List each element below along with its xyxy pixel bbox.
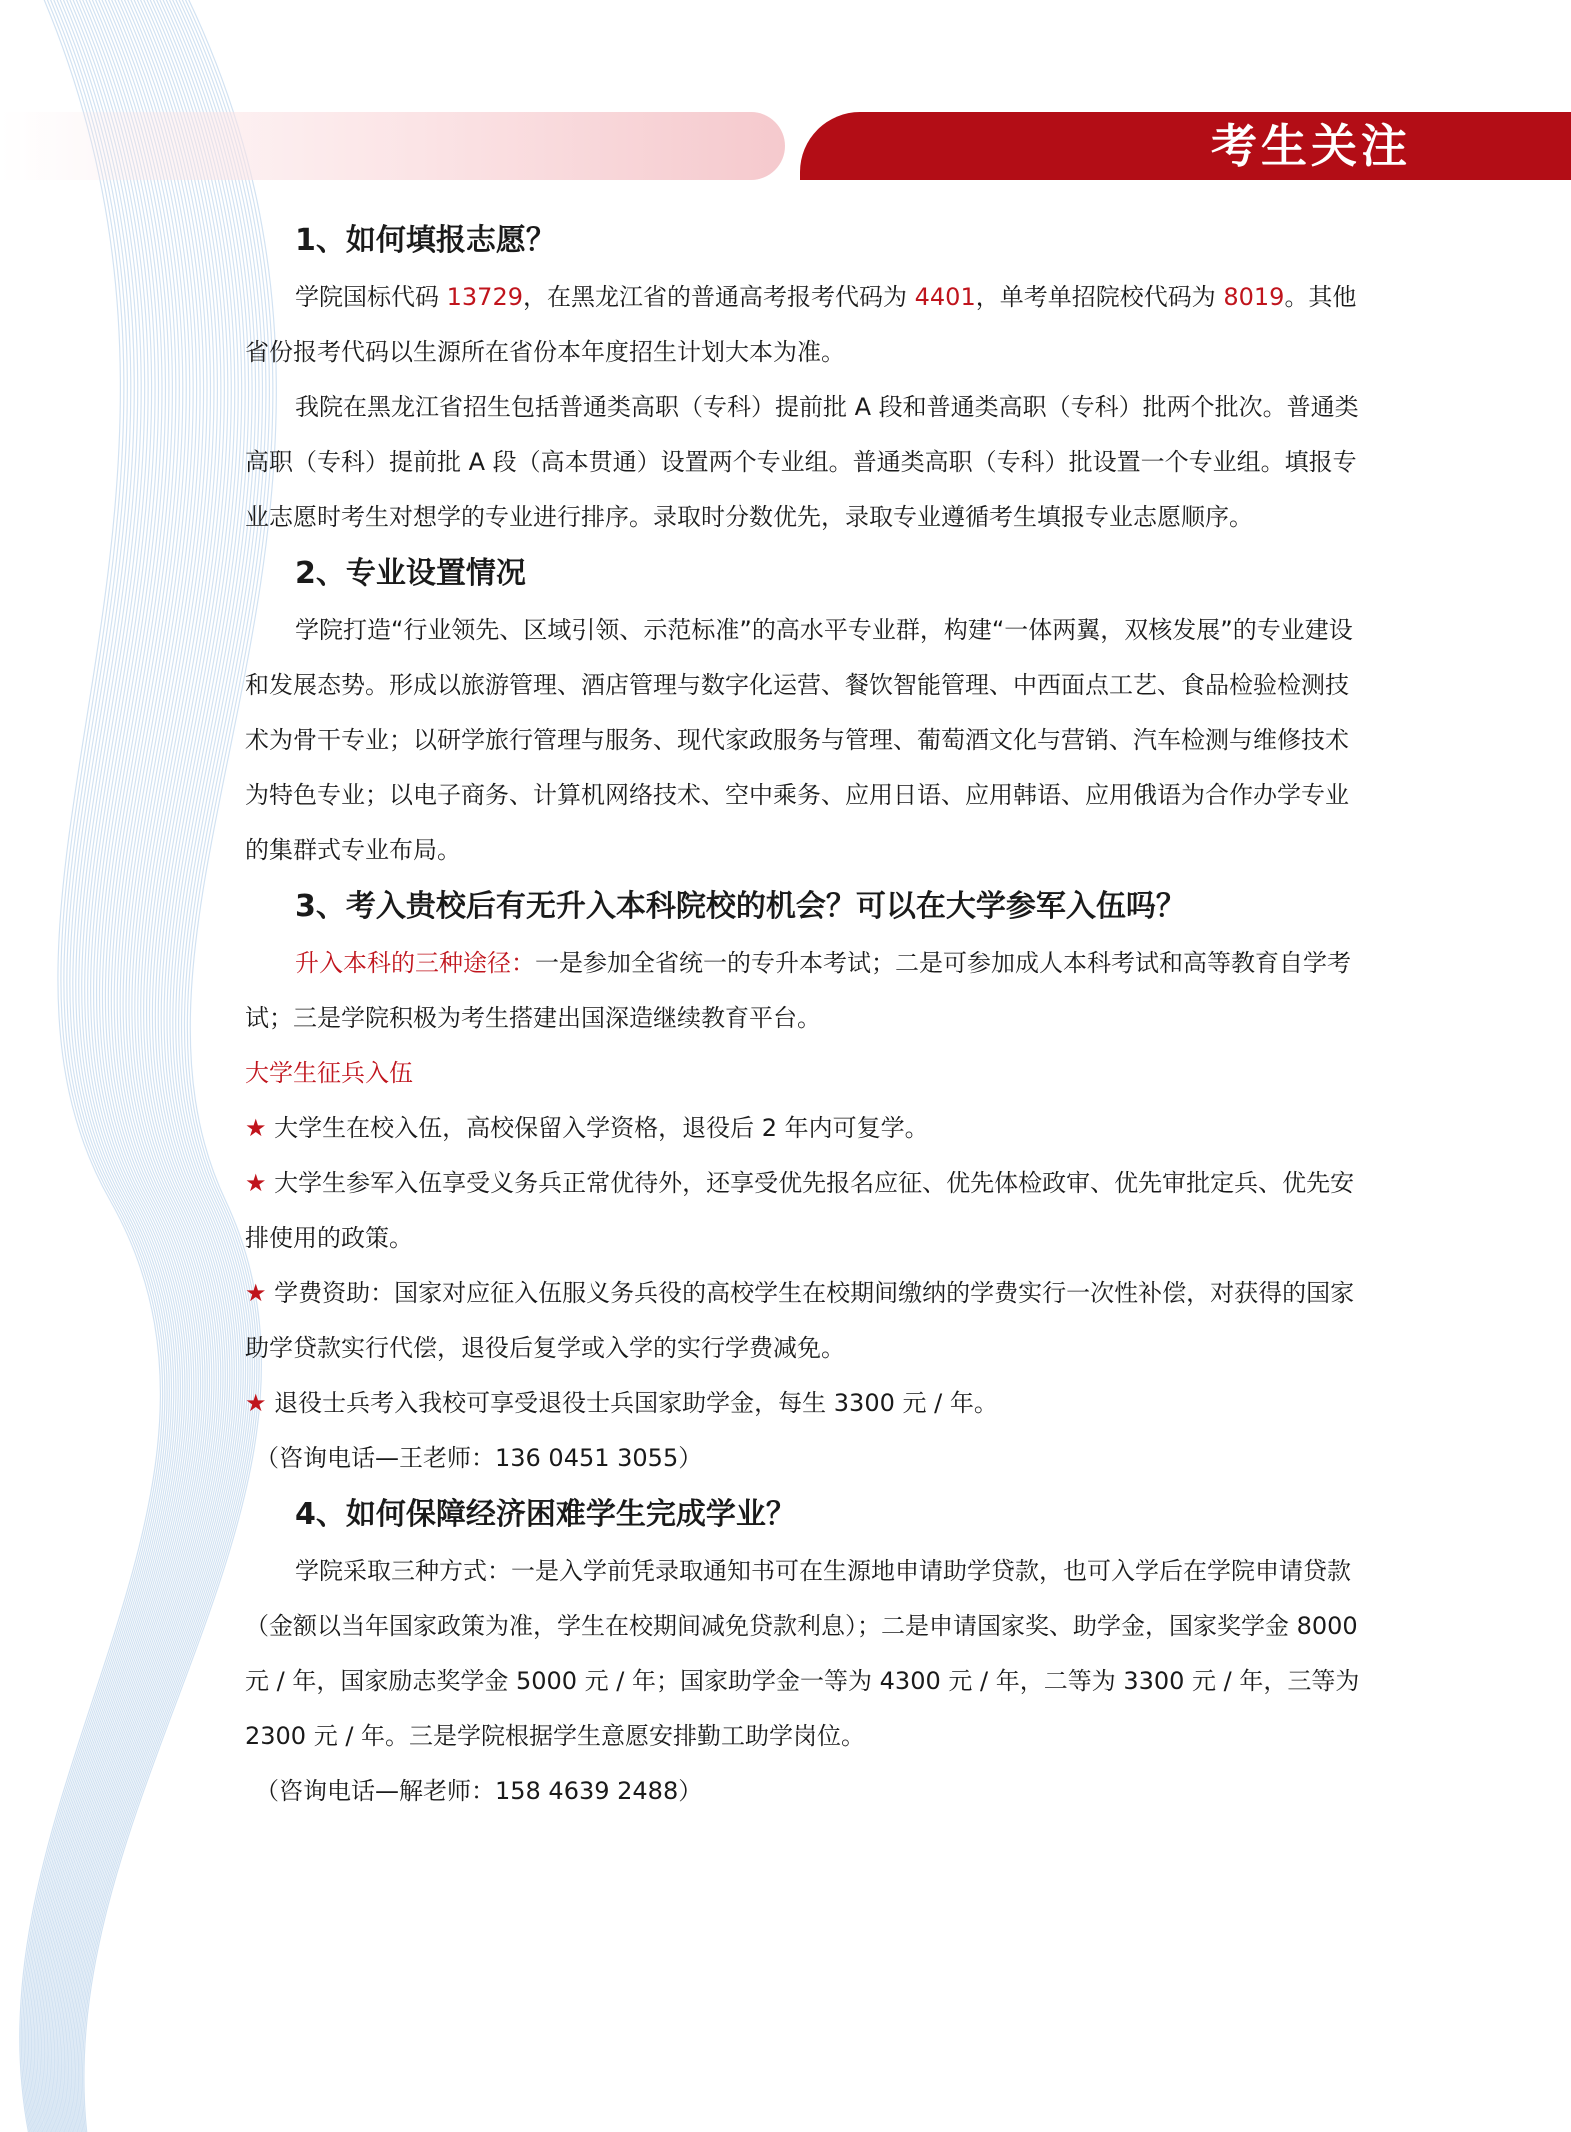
main-content: [245, 212, 1363, 1819]
section-1: [245, 212, 1363, 545]
section-2: [245, 545, 1363, 878]
text-run: 一是参加全省统一的专升本考试；二是可参加成人本科考试和高等教育自学考试；三是学院积极为考生搭建出国深造继续教育平台。: [245, 949, 1351, 1032]
section-1-paragraph-2: 我院在黑龙江省招生包括普通类高职（专科）提前批 A 段和普通类高职（专科）批两个批次。普通类高职（专科）提前批 A 段（高本贯通）设置两个专业组。普通类高职（专科）批设置一个专业组。填报专业志愿时考生对想学的专业进行排序。录取时分数优先，录取专业遵循考生填报专业志愿顺序。: [245, 393, 1359, 531]
star-icon: ★: [245, 1389, 267, 1417]
section-1-title: 1、如何填报志愿？: [295, 223, 556, 258]
section-2-title: 2、专业设置情况: [295, 556, 526, 591]
exam-code: 4401: [914, 283, 976, 311]
header-banner: [800, 112, 1571, 180]
text-run: ，单考单招院校代码为: [975, 283, 1224, 311]
bullet-item: [245, 1101, 1363, 1156]
bullet-item: [245, 1156, 1363, 1266]
section-3-title: 3、考入贵校后有无升入本科院校的机会？可以在大学参军入伍吗？: [295, 889, 1186, 924]
bullet-item: [245, 1376, 1363, 1431]
section-4-paragraph-1: 学院采取三种方式：一是入学前凭录取通知书可在生源地申请助学贷款，也可入学后在学院申请贷款（金额以当年国家政策为准，学生在校期间减免贷款利息）；二是申请国家奖、助学金，国家奖学金 8000 元 / 年，国家励志奖学金 5000 元 / 年；国家助学金一等为 4300 元 / 年，二等为 3300 元 / 年，三等为 2300 元 / 年。三是学院根据学生意愿安排勤工助学岗位。: [245, 1557, 1360, 1750]
star-icon: ★: [245, 1279, 267, 1307]
school-code: 13729: [446, 283, 523, 311]
page-title: 考生关注: [1211, 119, 1411, 173]
paragraph-lead: 升入本科的三种途径：: [295, 949, 535, 977]
section-3-paragraph-1: [245, 936, 1363, 1046]
bullet-text: 退役士兵考入我校可享受退役士兵国家助学金，每生 3300 元 / 年。: [274, 1389, 998, 1417]
section-4-title: 4、如何保障经济困难学生完成学业？: [295, 1497, 796, 1532]
star-icon: ★: [245, 1114, 267, 1142]
contact-line-wang: （咨询电话—王老师：136 0451 3055）: [255, 1444, 703, 1472]
star-icon: ★: [245, 1169, 267, 1197]
single-exam-code: 8019: [1223, 283, 1285, 311]
bullet-item: [245, 1266, 1363, 1376]
text-run: 。其他省份报考代码以生源所在省份本年度招生计划大本为准。: [245, 283, 1357, 366]
section-1-paragraph-1: [245, 270, 1363, 380]
bullet-text: 大学生在校入伍，高校保留入学资格，退役后 2 年内可复学。: [274, 1114, 929, 1142]
text-run: ，在黑龙江省的普通高考报考代码为: [523, 283, 915, 311]
contact-line-xie: （咨询电话—解老师：158 4639 2488）: [255, 1777, 703, 1805]
text-run: 学院国标代码: [295, 283, 447, 311]
section-2-paragraph-1: 学院打造“行业领先、区域引领、示范标准”的高水平专业群，构建“一体两翼，双核发展”的专业建设和发展态势。形成以旅游管理、酒店管理与数字化运营、餐饮智能管理、中西面点工艺、食品检验检测技术为骨干专业；以研学旅行管理与服务、现代家政服务与管理、葡萄酒文化与营销、汽车检测与维修技术为特色专业；以电子商务、计算机网络技术、空中乘务、应用日语、应用韩语、应用俄语为合作办学专业的集群式专业布局。: [245, 616, 1353, 864]
section-3: [245, 878, 1363, 1486]
header-fade-band: [0, 112, 785, 180]
section-4: [245, 1486, 1363, 1819]
bullet-text: 大学生参军入伍享受义务兵正常优待外，还享受优先报名应征、优先体检政审、优先审批定兵、优先安排使用的政策。: [245, 1169, 1355, 1252]
section-3-subheading: 大学生征兵入伍: [245, 1059, 413, 1087]
bullet-text: 学费资助：国家对应征入伍服义务兵役的高校学生在校期间缴纳的学费实行一次性补偿，对获得的国家助学贷款实行代偿，退役后复学或入学的实行学费减免。: [245, 1279, 1355, 1362]
